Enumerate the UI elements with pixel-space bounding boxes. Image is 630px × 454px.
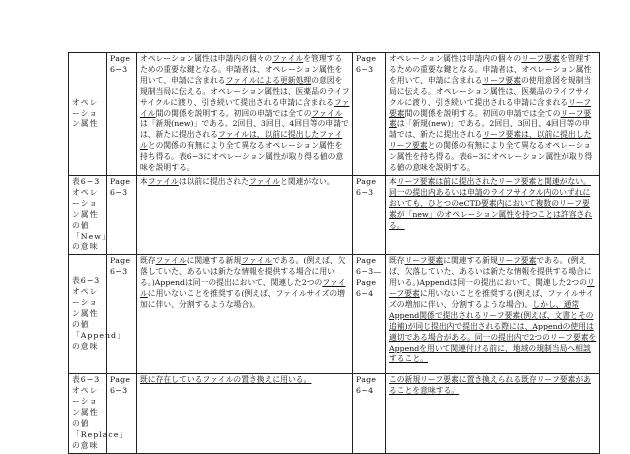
revised-text-cell (386, 255, 600, 374)
text-segment: 本 (140, 176, 148, 186)
term-cell: オペレーション属性 (69, 53, 107, 176)
text-segment: オペレーション属性は申請内の個々の (140, 54, 273, 63)
underlined-text: リーフ要素は前に提出されたリーフ要素と関連がない。同一の提出内あるいは申請のライフサイクル内のいずれにおいても、ひとつのeCTD要素内において複数のリーフ要素が「new」のオペレーション属性を持つことは許容される。 (389, 176, 593, 230)
revised-text-cell (386, 53, 600, 176)
underlined-text: リーフ要素 (389, 97, 592, 118)
revised-text-cell (386, 175, 600, 254)
underlined-text: ファイルは、以前に提出したファイル (140, 130, 343, 151)
text-segment: を管理するための重要な鍵となる。申請者は、オペレーション属性を用いて、申請に含まれる (140, 54, 343, 85)
underlined-text: 既に存在しているファイルの置き換えに用いる。 (140, 375, 312, 385)
text-segment: 既存 (389, 256, 405, 266)
table-row (69, 374, 600, 453)
underlined-text: ファイル (147, 176, 179, 186)
page-ref-right: Page 6−3— Page 6−4 (353, 255, 386, 374)
text-segment: は「新規(new)」である。2回目、3回目、4回目等の申請では、新たに提出される (140, 119, 349, 140)
underlined-text: リーフ要素 (482, 75, 522, 85)
text-segment: オペレーション属性は申請内の個々の (389, 54, 522, 63)
text-segment: に関連する新規 (443, 256, 498, 266)
text-segment: である。(例えば、欠落していた、あるいは新たな情報を提供する場合に用いる。)Appendは同一の提出において、関連した2つの (389, 256, 592, 288)
underlined-text: ファイルによる更新処理 (225, 75, 312, 85)
underlined-text: ファイル (272, 54, 304, 63)
page-ref-left: Page 6−3 (107, 374, 137, 453)
text-segment: に用いないことを推奨する(例えば、ファイルサイズの増加に伴い、分割するような場合)。 (140, 289, 345, 309)
underlined-text: リーフ要素 (404, 256, 444, 266)
term-cell: 表6−3オペレーション属性の値「New」の意味 (69, 175, 107, 254)
term-cell: 表6−3オペレーション属性の値「Replace」の意味 (69, 374, 107, 453)
text-segment: 間の関係を説明する。初回の申請では全ての (404, 108, 561, 118)
page-ref-right: Page 6−3 (353, 53, 386, 176)
comparison-table (68, 52, 600, 454)
text-segment: に関連する新規 (186, 256, 242, 266)
page-ref-left: Page 6−3 (107, 53, 137, 176)
table-row (69, 255, 600, 374)
page-ref-right: Page 6−4 (353, 374, 386, 453)
underlined-text: リーフ要素 (521, 54, 560, 63)
underlined-text: ファイル (140, 278, 346, 299)
original-text-cell (137, 53, 353, 176)
page-ref-left: Page 6−3 (107, 175, 137, 254)
table-row (69, 175, 600, 254)
text-segment: 間の関係を説明する。初回の申請では全ての (155, 108, 312, 118)
original-text-cell (137, 374, 353, 453)
text-segment: 既存 (140, 256, 156, 266)
underlined-text: しかし、通常Append関係で提出されるリーフ要素(例えば、文書とその追補)が同じ提出内で提出される際には、Appendの使用は適切である場合がある。同一の提出内で2つのリーフ要素をAppendを用いて関連付ける前に、地域の規制当局へ相談すること。 (389, 299, 597, 364)
text-segment: に用いないことを推奨する(例えば、ファイルサイズの増加に伴い、分割するような場合)。 (389, 289, 594, 309)
underlined-text: ファイル (311, 108, 343, 118)
underlined-text: ファイル (241, 256, 273, 266)
text-segment: との関係の有無により全て異なるオペレーション属性を持ち得る。表6−3にオペレーション属性が取り得る値の意味を説明する。 (140, 141, 344, 173)
revised-text-cell (386, 374, 600, 453)
text-segment: である。(例えば、欠落していた、あるいは新たな情報を提供する場合に用いる。)Appendは同一の提出において、関連した2つの (140, 256, 346, 288)
text-segment: と関連がない。 (280, 176, 335, 186)
original-text-cell (137, 255, 353, 374)
text-segment: を管理するための重要な鍵となる。申請者は、オペレーション属性を用いて、申請に含まれる (389, 54, 592, 85)
underlined-text: ファイル (140, 97, 350, 118)
term-cell: 表6−3オペレーション属性の値「Append」の意味 (69, 255, 107, 374)
underlined-text: リーフ要素は、以前に提出したリーフ要素 (389, 130, 592, 151)
page-ref-left: Page 6−3 (107, 255, 137, 374)
underlined-text: この新規リーフ要素に置き換えられる既存リーフ要素があることを意味する。 (389, 375, 591, 396)
text-segment: は以前に提出された (178, 176, 249, 186)
text-segment: は「新規(new)」である。2回目、3回目、4回目等の申請では、新たに提出される (389, 119, 591, 140)
underlined-text: リーフ要素 (389, 108, 592, 129)
table-row (69, 53, 600, 176)
text-segment: の意図を規制当局に伝える。オペレーション属性は、医薬品のライフサイクルに渡り、引き続いて提出される申請に含まれる (140, 75, 350, 107)
original-text-cell (137, 175, 353, 254)
text-segment: 本 (389, 176, 397, 186)
text-segment: との関係の有無により全て異なるオペレーション属性を持ち得る。表6−3にオペレーション属性が取り得る値の意味を説明する。 (389, 141, 593, 173)
underlined-text: リーフ要素 (389, 278, 595, 299)
underlined-text: ファイル (249, 176, 281, 186)
underlined-text: リーフ要素 (497, 256, 537, 266)
text-segment: の使用意図を規制当局に伝える。オペレーション属性は、医薬品のライフサイクルに渡り、引き続いて提出される申請に含まれる (389, 75, 592, 107)
page-ref-right: Page 6−3 (353, 175, 386, 254)
underlined-text: ファイル (155, 256, 187, 266)
